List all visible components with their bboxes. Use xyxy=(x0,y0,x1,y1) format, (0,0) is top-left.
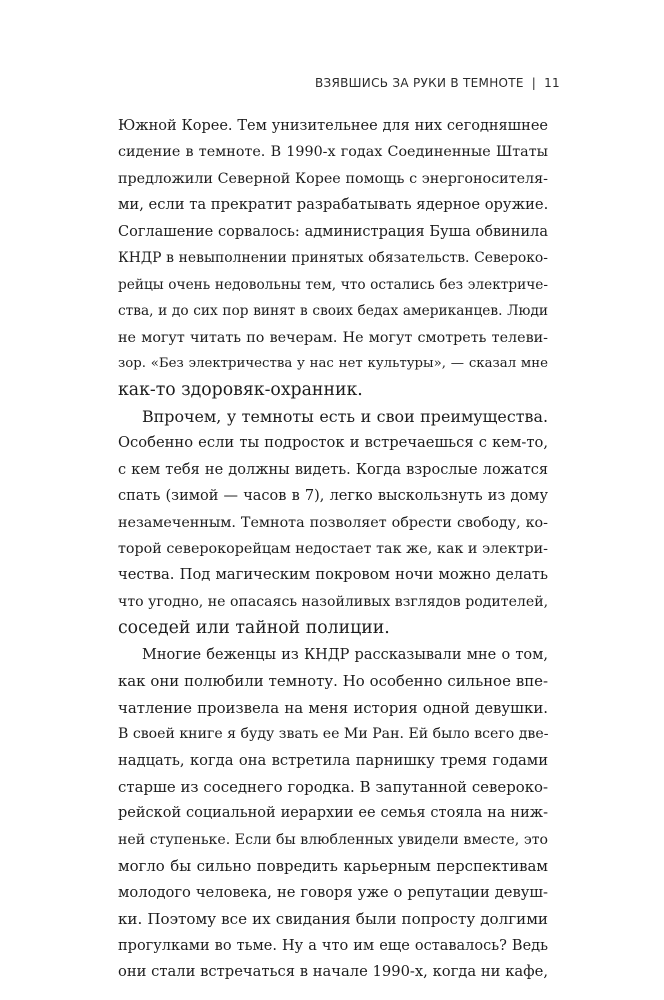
text-line: что угодно, не опасаясь назойливых взглядов родителей, xyxy=(118,593,548,610)
text-line: могло бы сильно повредить карьерным перспективам xyxy=(118,857,548,876)
text-line: старше из соседнего городка. В запутанной североко- xyxy=(118,777,548,796)
text-line: ней ступеньке. Если бы влюбленных увидели вместе, это xyxy=(118,831,548,848)
text-line: молодого человека, не говоря уже о репутации девуш- xyxy=(118,883,548,901)
text-line: торой северокорейцам недостает так же, как и электри- xyxy=(118,541,548,557)
text-line: Многие беженцы из КНДР рассказывали мне о том, xyxy=(142,646,548,663)
running-head xyxy=(315,76,560,90)
text-line: как-то здоровяк-охранник. xyxy=(118,380,363,401)
text-line: рейской социальной иерархии ее семья стояла на ниж- xyxy=(118,805,548,822)
running-head-separator: | xyxy=(531,76,537,90)
text-line: они стали встречаться в начале 1990-х, когда ни кафе, xyxy=(118,963,548,980)
text-line: Особенно если ты подросток и встречаешься с кем-то, xyxy=(118,434,548,452)
text-line: В своей книге я буду звать ее Ми Ран. Ей было всего две- xyxy=(118,726,548,743)
text-line: КНДР в невыполнении принятых обязательств. Североко- xyxy=(118,250,548,267)
page-number: 11 xyxy=(544,76,560,90)
text-line: Впрочем, у темноты есть и свои преимущества. xyxy=(142,406,548,426)
text-line: соседей или тайной полиции. xyxy=(118,618,390,639)
text-line: надцать, когда она встретила парнишку тремя годами xyxy=(118,751,548,769)
text-line: незамеченным. Темнота позволяет обрести свободу, ко- xyxy=(118,514,548,531)
text-line: сидение в темноте. В 1990-х годах Соединенные Штаты xyxy=(118,144,548,161)
text-line: рейцы очень недовольны тем, что остались без электриче- xyxy=(118,276,548,293)
text-line: как они полюбили темноту. Но особенно сильное впе- xyxy=(118,672,548,691)
text-line: с кем тебя не должны видеть. Когда взрослые ложатся xyxy=(118,461,548,478)
text-line: прогулками во тьме. Ну а что им еще оставалось? Ведь xyxy=(118,937,548,954)
text-line: чества. Под магическим покровом ночи можно делать xyxy=(118,566,548,584)
text-line: не могут читать по вечерам. Не могут смотреть телеви- xyxy=(118,329,548,346)
text-line: Соглашение сорвалось: администрация Буша обвинила xyxy=(118,223,548,240)
text-line: ми, если та прекратит разрабатывать ядерное оружие. xyxy=(118,196,548,214)
text-line: спать (зимой — часов в 7), легко выскользнуть из дому xyxy=(118,488,548,505)
body-text xyxy=(118,113,548,985)
text-line: зор. «Без электричества у нас нет культуры», — сказал мне xyxy=(118,355,548,371)
text-line: предложили Северной Корее помощь с энергоносителя- xyxy=(118,170,548,187)
text-line: Южной Корее. Тем унизительнее для них сегодняшнее xyxy=(118,118,548,134)
running-head-title: ВЗЯВШИСЬ ЗА РУКИ В ТЕМНОТЕ xyxy=(314,76,524,90)
text-line: ства, и до сих пор винят в своих бедах американцев. Люди xyxy=(118,303,548,320)
text-line: ки. Поэтому все их свидания были попросту долгими xyxy=(118,910,548,929)
text-line: чатление произвела на меня история одной девушки. xyxy=(118,698,548,717)
